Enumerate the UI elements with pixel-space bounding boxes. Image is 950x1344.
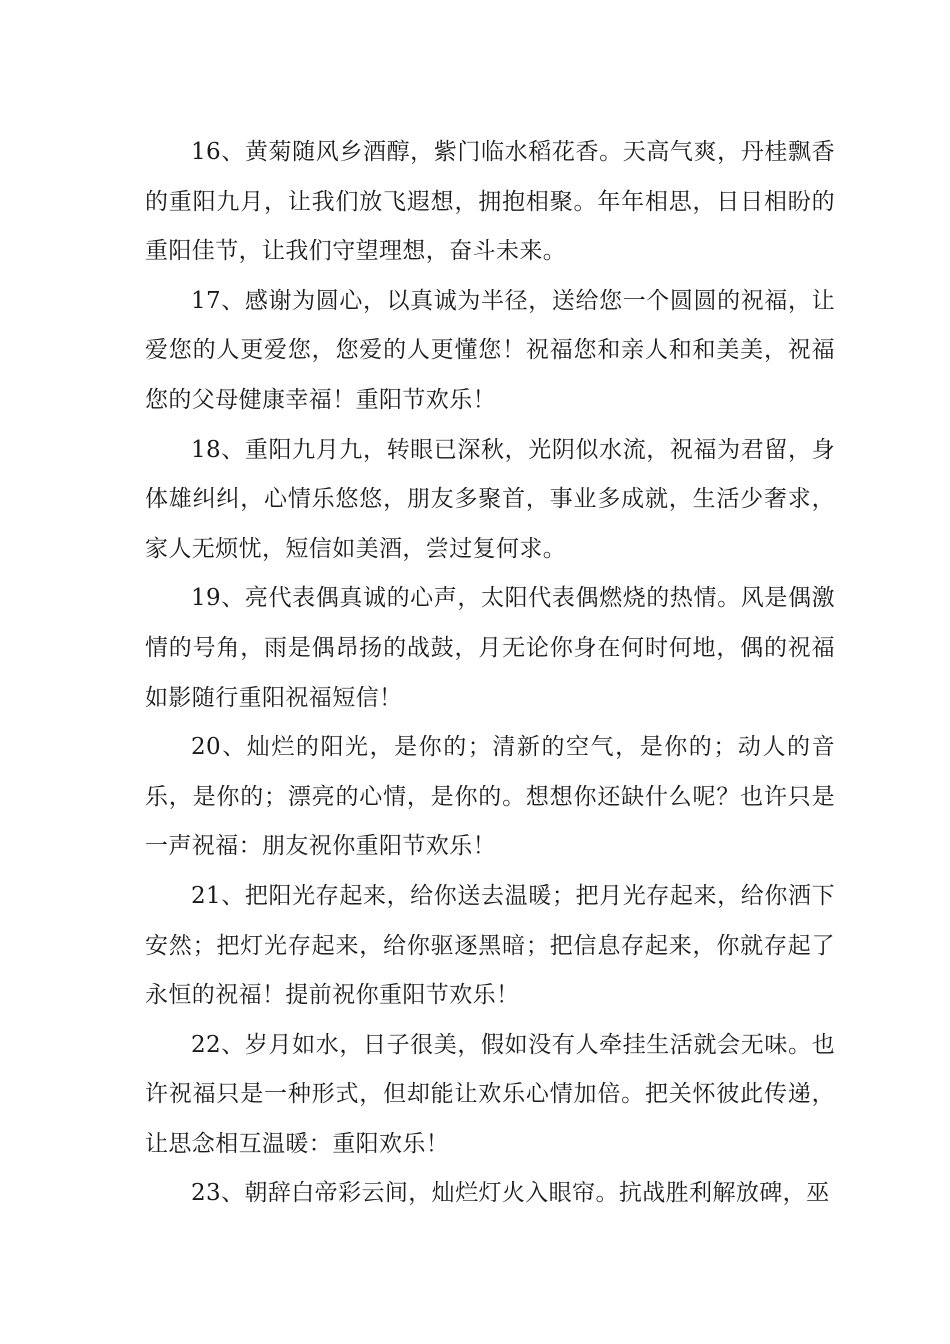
paragraph-17: 17、感谢为圆心，以真诚为半径，送给您一个圆圆的祝福，让爱您的人更爱您，您爱的人更懂您！祝福您和亲人和和美美，祝福您的父母健康幸福！重阳节欢乐！ [145, 287, 835, 413]
paragraph-19: 19、亮代表偶真诚的心声，太阳代表偶燃烧的热情。风是偶激情的号角，雨是偶昂扬的战鼓，月无论你身在何时何地，偶的祝福如影随行重阳祝福短信！ [145, 585, 835, 711]
paragraph-23: 23、朝辞白帝彩云间，灿烂灯火入眼帘。抗战胜利解放碑，巫 [191, 1180, 830, 1207]
document-body [145, 128, 835, 1219]
paragraph-22: 22、岁月如水，日子很美，假如没有人牵挂生活就会无味。也许祝福只是一种形式，但却能让欢乐心情加倍。把关怀彼此传递，让思念相互温暖：重阳欢乐！ [145, 1031, 835, 1157]
paragraph-16: 16、黄菊随风乡酒醇，紫门临水稻花香。天高气爽，丹桂飘香的重阳九月，让我们放飞遐想，拥抱相聚。年年相思，日日相盼的重阳佳节，让我们守望理想，奋斗未来。 [145, 139, 835, 265]
paragraph-21: 21、把阳光存起来，给你送去温暖；把月光存起来，给你洒下安然；把灯光存起来，给你驱逐黑暗；把信息存起来，你就存起了永恒的祝福！提前祝你重阳节欢乐！ [145, 882, 835, 1009]
paragraph-18: 18、重阳九月九，转眼已深秋，光阴似水流，祝福为君留，身体雄纠纠，心情乐悠悠，朋友多聚首，事业多成就，生活少奢求，家人无烦忧，短信如美酒，尝过复何求。 [145, 436, 835, 562]
paragraph-20: 20、灿烂的阳光，是你的；清新的空气，是你的；动人的音乐，是你的；漂亮的心情，是你的。想想你还缺什么呢？也许只是一声祝福：朋友祝你重阳节欢乐！ [145, 734, 835, 860]
